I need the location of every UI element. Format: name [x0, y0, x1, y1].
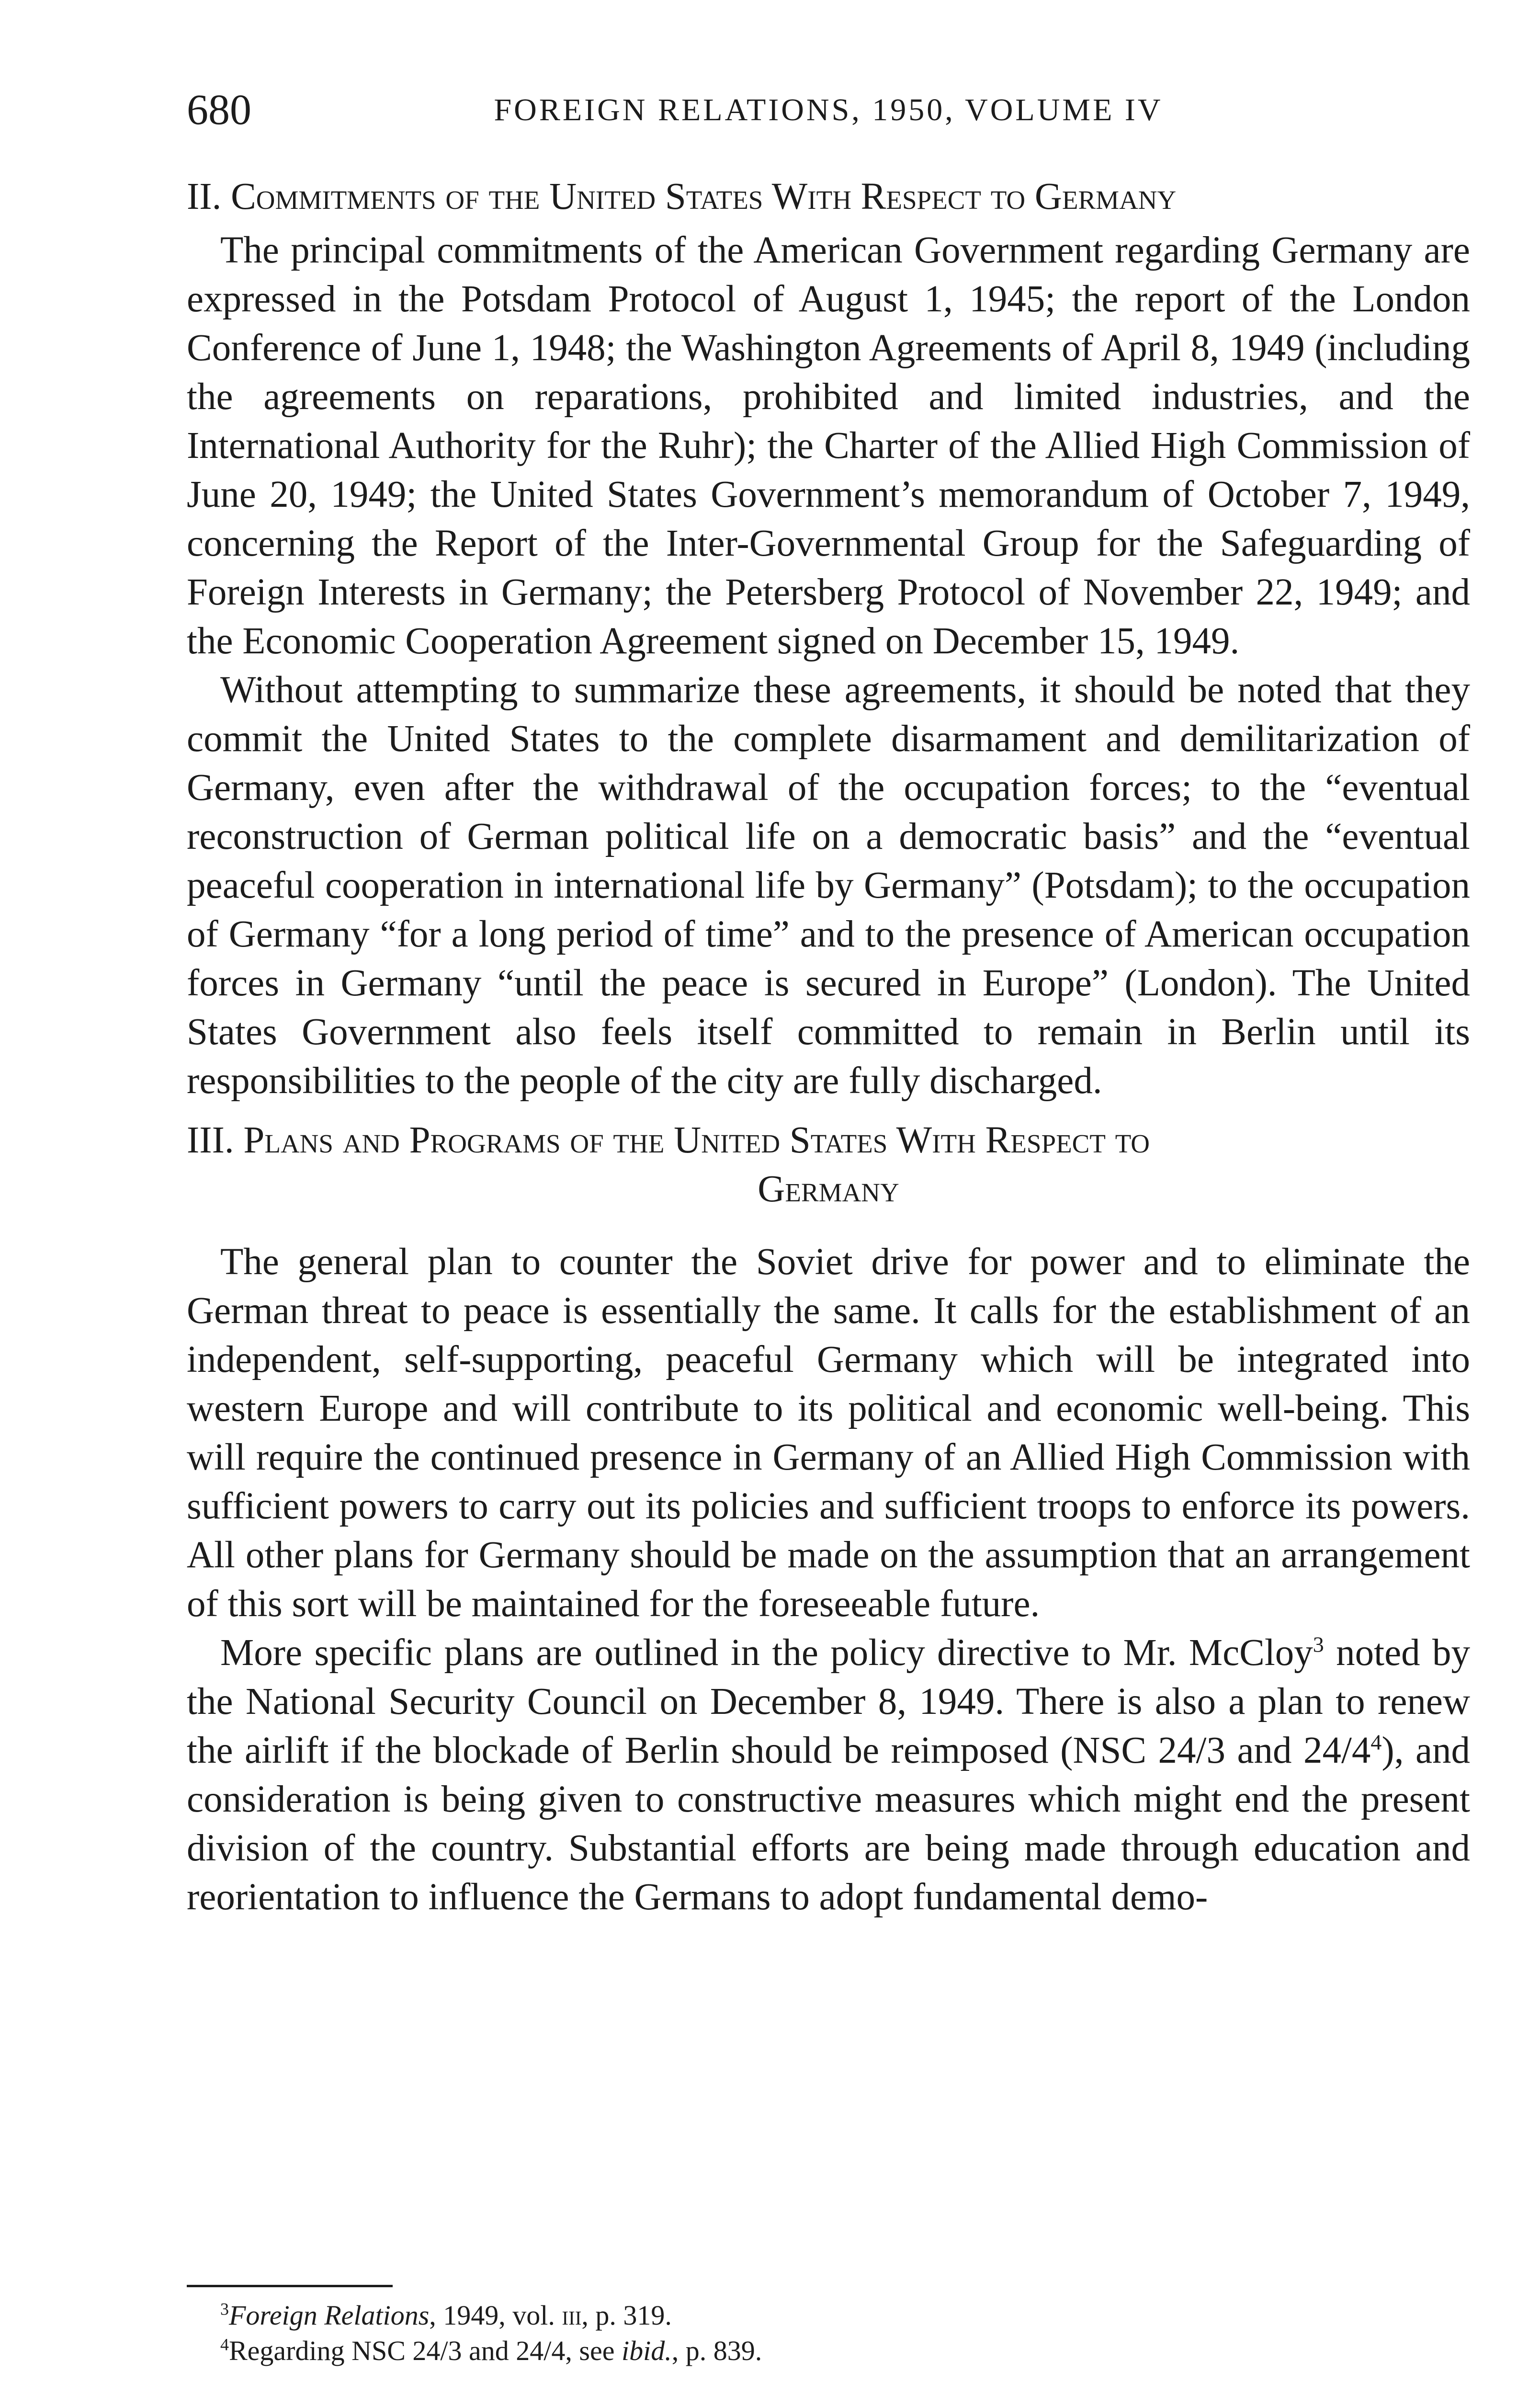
footnote-4-text-a: Regarding NSC 24/3 and 24/4, see — [229, 2335, 622, 2366]
footnote-4 — [220, 2333, 1470, 2369]
footnote-3-text-b: , p. 319. — [581, 2300, 672, 2331]
section-3-heading-line-2: Germany — [758, 1168, 899, 1210]
section-3-heading — [187, 1116, 1470, 1214]
footnote-3-volume: iii — [562, 2300, 582, 2331]
running-header — [187, 77, 1470, 148]
footnote-divider — [187, 2285, 393, 2287]
footnote-3-title: Foreign Relations — [229, 2300, 430, 2331]
footnotes — [187, 2285, 1470, 2369]
footnote-3 — [220, 2298, 1470, 2333]
footnote-4-text-b: , p. 839. — [671, 2335, 762, 2366]
footnote-3-marker: 3 — [220, 2299, 229, 2319]
footnote-ref-4: 4 — [1370, 1730, 1382, 1755]
section-3-paragraph-2 — [187, 1629, 1470, 1922]
page-body — [187, 172, 1470, 1922]
section-3-heading-line-1: III. Plans and Programs of the United States With Respect to — [187, 1119, 1150, 1161]
running-title: FOREIGN RELATIONS, 1950, VOLUME IV — [494, 92, 1163, 127]
section-2-heading: II. Commitments of the United States With Respect to Germany — [187, 176, 1177, 217]
footnote-4-marker: 4 — [220, 2335, 229, 2354]
section-3-paragraph-2-text-b: noted by the National Security Council on December 8, 1949. There is also a plan to renew the airlift if the blockade of Berlin should be reimposed (NSC 24/3 and 24/4 — [187, 1632, 1471, 1771]
footnote-4-ibid: ibid. — [621, 2335, 672, 2366]
section-2-paragraph-1: The principal commitments of the American Government regarding Germany are expressed in the Potsdam Protocol of August 1, 1945; the report of the London Conference of June 1, 1948; the Washington Agreements of April 8, 1949 (including the agreements on reparations, prohibited and limited industries, and the International Authority for the Ruhr); the Charter of the Allied High Commission of June 20, 1949; the United States Government’s memorandum of October 7, 1949, concerning the Report of the Inter-Governmental Group for the Safeguarding of Foreign Interests in Germany; the Petersberg Protocol of November 22, 1949; and the Economic Cooperation Agreement signed on December 15, 1949. — [187, 229, 1470, 662]
footnote-ref-3: 3 — [1313, 1632, 1324, 1657]
section-3-paragraph-2-text-a: More specific plans are outlined in the policy directive to Mr. McCloy — [220, 1632, 1313, 1674]
page-number: 680 — [187, 86, 251, 134]
section-2-paragraph-2: Without attempting to summarize these agreements, it should be noted that they commit the United States to the complete disarmament and demilitarization of Germany, even after the withdrawal of the occupation forces; to the “eventual reconstruction of German political life on a democratic basis” and the “eventual peaceful cooperation in international life by Germany” (Potsdam); to the occupation of Germany “for a long period of time” and to the presence of American occupation forces in Germany “until the peace is secured in Europe” (London). The United States Government also feels itself committed to remain in Berlin until its responsibilities to the people of the city are fully discharged. — [187, 669, 1470, 1102]
section-3-paragraph-1: The general plan to counter the Soviet drive for power and to eliminate the German threat to peace is essentially the same. It calls for the establishment of an independent, self-supporting, peaceful Germany which will be integrated into western Europe and will contribute to its political and economic well-being. This will require the continued presence in Germany of an Allied High Commission with sufficient powers to carry out its policies and sufficient troops to enforce its powers. All other plans for Germany should be made on the assumption that an arrangement of this sort will be maintained for the foreseeable future. — [187, 1241, 1470, 1625]
footnote-3-text-a: , 1949, vol. — [429, 2300, 562, 2331]
section-3-paragraph-2-text-c: ), and consideration is being given to constructive measures which might end the present division of the country. Substantial efforts are being made through education and reorientation to influence the Germans to adopt fundamental demo- — [187, 1730, 1471, 1918]
